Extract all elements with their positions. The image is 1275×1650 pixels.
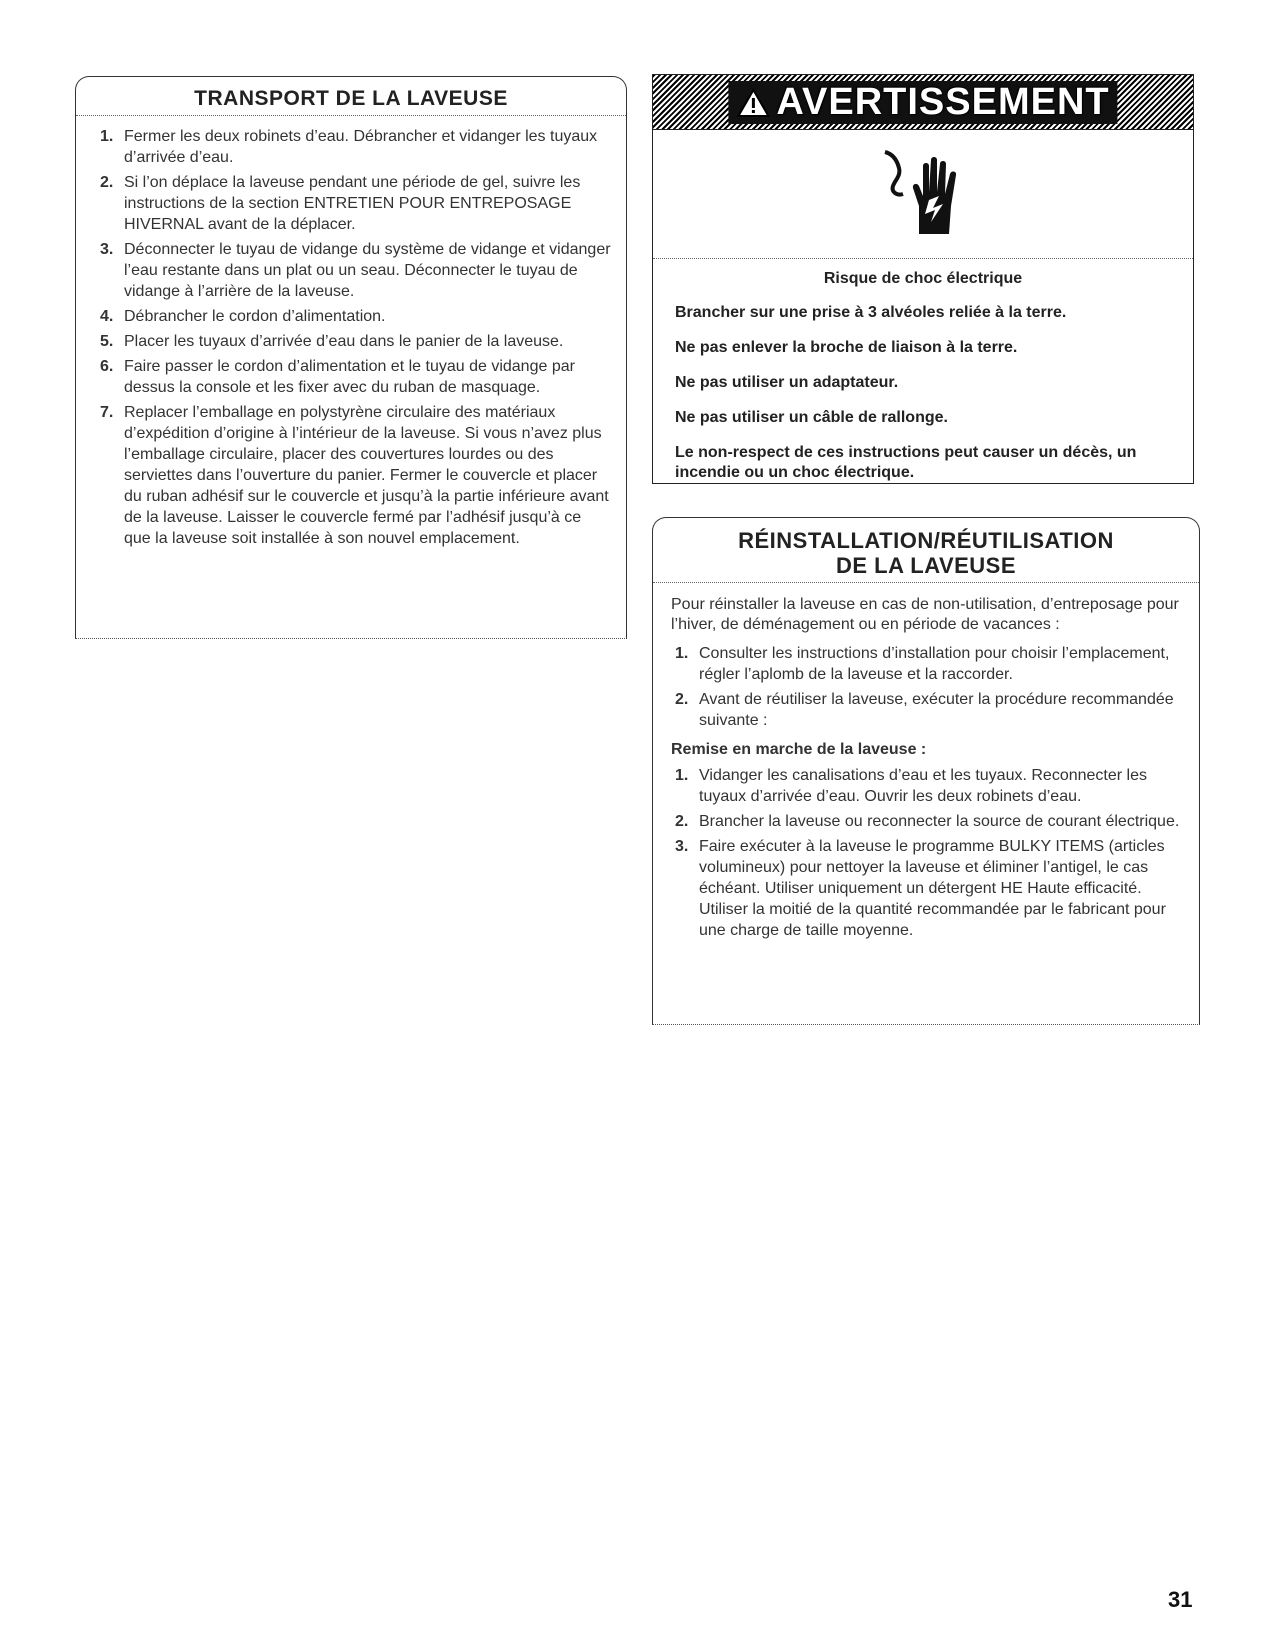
electric-shock-hand-icon xyxy=(879,144,969,244)
warning-triangle-icon xyxy=(736,88,770,118)
list-item: 3. Faire exécuter à la laveuse le programme BULKY ITEMS (articles volumineux) pour nettoyer la laveuse et éliminer l’antigel, le cas échéant. Utiliser uniquement un détergent HE Haute efficacité. Utiliser la moitié de la quantité recommandée par le fabricant pour une charge de taille moyenne. xyxy=(675,838,1166,939)
warning-line: Ne pas utiliser un adaptateur. xyxy=(675,374,899,391)
restart-steps xyxy=(665,765,1187,941)
restart-subheading: Remise en marche de la laveuse : xyxy=(671,741,927,758)
list-item: 2. Si l’on déplace la laveuse pendant une période de gel, suivre les instructions de la section ENTRETIEN POUR ENTREPOSAGE HIVERNAL avant de la déplacer. xyxy=(100,174,581,233)
list-item: 6. Faire passer le cordon d’alimentation et le tuyau de vidange par dessus la console et les fixer avec du ruban de masquage. xyxy=(100,358,575,396)
list-item: 7. Replacer l’emballage en polystyrène circulaire des matériaux d’expédition d’origine à l’intérieur de la laveuse. Si vous n’avez plus l’emballage circulaire, placer des couvertures lourdes ou des serviettes dans l’ouverture du panier. Fermer le couvercle et placer du ruban adhésif sur le couvercle et jusqu’à la partie inférieure avant de la laveuse. Laisser le couvercle fermé par l’adhésif jusqu’à ce que la laveuse soit installée à son nouvel emplacement. xyxy=(100,404,609,547)
warning-banner xyxy=(653,75,1193,130)
warning-line: Ne pas utiliser un câble de rallonge. xyxy=(675,409,948,426)
reinstall-title: RÉINSTALLATION/RÉUTILISATION DE LA LAVEUSE xyxy=(738,528,1114,578)
transport-section xyxy=(75,76,627,639)
warning-line: Le non-respect de ces instructions peut causer un décès, un incendie ou un choc électrique. xyxy=(675,444,1137,481)
warning-box xyxy=(652,74,1194,484)
list-item: 1. Consulter les instructions d’installation pour choisir l’emplacement, régler l’aplomb de la laveuse et la raccorder. xyxy=(675,645,1170,683)
warning-text xyxy=(653,259,1193,483)
list-item: 4. Débrancher le cordon d’alimentation. xyxy=(100,308,386,325)
warning-line: Brancher sur une prise à 3 alvéoles reliée à la terre. xyxy=(675,304,1067,321)
list-item: 5. Placer les tuyaux d’arrivée d’eau dans le panier de la laveuse. xyxy=(100,333,564,350)
reinstall-section xyxy=(652,517,1200,1025)
warning-heading: Risque de choc électrique xyxy=(823,270,1023,287)
transport-steps xyxy=(90,126,612,549)
reinstall-steps xyxy=(665,643,1187,731)
page-number: 31 xyxy=(1168,1587,1193,1612)
list-item: 1. Fermer les deux robinets d’eau. Débrancher et vidanger les tuyaux d’arrivée d’eau. xyxy=(100,128,598,166)
warning-pictogram-area xyxy=(653,130,1193,259)
list-item: 2. Avant de réutiliser la laveuse, exécuter la procédure recommandée suivante : xyxy=(675,691,1174,729)
warning-line: Ne pas enlever la broche de liaison à la terre. xyxy=(675,339,1018,356)
warning-banner-label: AVERTISSEMENT xyxy=(728,81,1117,124)
reinstall-intro: Pour réinstaller la laveuse en cas de non-utilisation, d’entreposage pour l’hiver, de déménagement ou en période de vacances : xyxy=(671,596,1179,633)
transport-title: TRANSPORT DE LA LAVEUSE xyxy=(194,87,508,110)
list-item: 3. Déconnecter le tuyau de vidange du système de vidange et vidanger l’eau restante dans un plat ou un seau. Déconnecter le tuyau de vidange à l’arrière de la laveuse. xyxy=(100,241,611,300)
list-item: 2. Brancher la laveuse ou reconnecter la source de courant électrique. xyxy=(675,813,1180,830)
list-item: 1. Vidanger les canalisations d’eau et les tuyaux. Reconnecter les tuyaux d’arrivée d’eau. Ouvrir les deux robinets d’eau. xyxy=(675,767,1147,805)
